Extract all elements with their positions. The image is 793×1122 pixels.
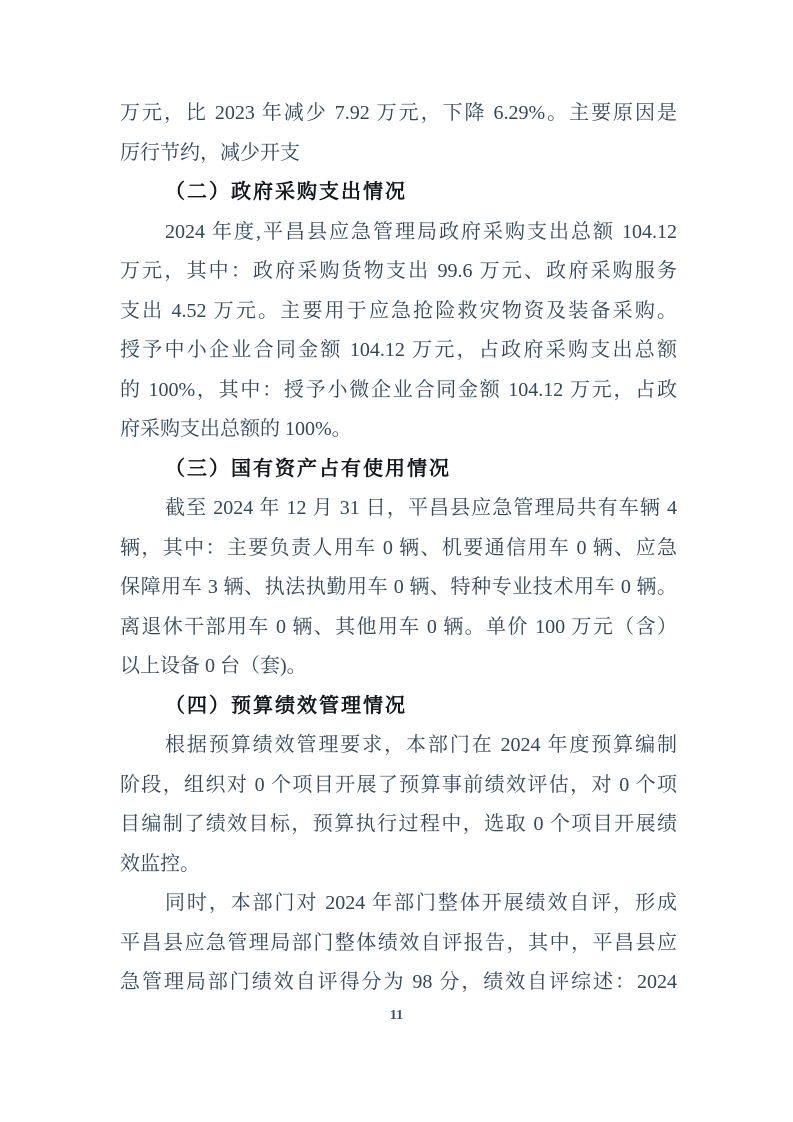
section-heading: （三）国有资产占有使用情况 xyxy=(165,457,451,480)
text-line: 万元，比 2023 年减少 7.92 万元，下降 6.29%。主要原因是 xyxy=(120,102,677,124)
text-line: 保障用车 3 辆、执法执勤用车 0 辆、特种专业技术用车 0 辆。 xyxy=(120,576,677,598)
text-line: 以上设备 0 台（套)。 xyxy=(120,655,307,677)
section-heading: （四）预算绩效管理情况 xyxy=(165,694,407,717)
text-line: 阶段，组织对 0 个项目开展了预算事前绩效评估，对 0 个项 xyxy=(120,773,677,796)
text-line: 根据预算绩效管理要求，本部门在 2024 年度预算编制 xyxy=(165,734,677,756)
section-heading: （二）政府采购支出情况 xyxy=(165,181,407,203)
text-line: 离退休干部用车 0 辆、其他用车 0 辆。单价 100 万元（含） xyxy=(120,615,677,638)
text-line: 2024 年度,平昌县应急管理局政府采购支出总额 104.12 xyxy=(165,220,677,243)
text-line: 辆，其中：主要负责人用车 0 辆、机要通信用车 0 辆、应急 xyxy=(120,536,677,559)
text-line: 效监控。 xyxy=(120,852,200,875)
text-line: 万元，其中：政府采购货物支出 99.6 万元、政府采购服务 xyxy=(120,260,677,282)
text-line: 支出 4.52 万元。主要用于应急抢险救灾物资及装备采购。 xyxy=(120,299,677,322)
text-line: 的 100%，其中：授予小微企业合同金额 104.12 万元，占政 xyxy=(120,378,677,401)
text-line: 截至 2024 年 12 月 31 日，平昌县应急管理局共有车辆 4 xyxy=(165,497,677,519)
text-line: 府采购支出总额的 100%。 xyxy=(120,418,352,440)
text-line: 急管理局部门绩效自评得分为 98 分，绩效自评综述：2024 xyxy=(120,971,677,993)
text-line: 厉行节约，减少开支 xyxy=(120,141,300,164)
text-line: 授予中小企业合同金额 104.12 万元，占政府采购支出总额 xyxy=(120,339,677,361)
text-line: 目编制了绩效目标，预算执行过程中，选取 0 个项目开展绩 xyxy=(120,813,677,835)
text-line: 同时，本部门对 2024 年部门整体开展绩效自评，形成 xyxy=(165,892,677,914)
text-line: 平昌县应急管理局部门整体绩效自评报告，其中，平昌县应 xyxy=(120,931,677,954)
document-body xyxy=(120,94,677,1003)
page-number: 11 xyxy=(389,1008,404,1023)
